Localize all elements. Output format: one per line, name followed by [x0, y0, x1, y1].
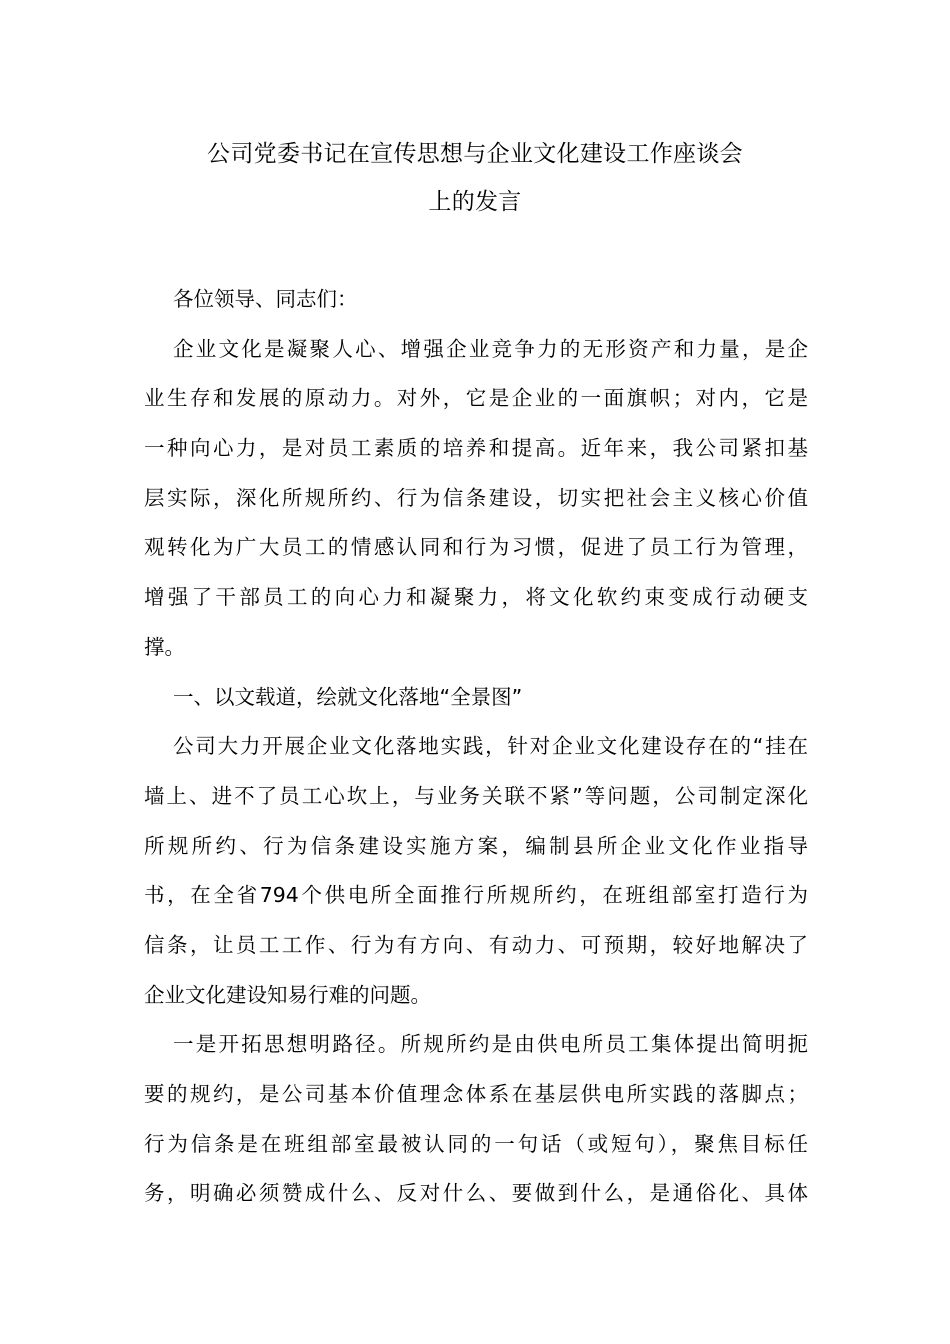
document-body [144, 275, 808, 1219]
text-line: 务，明确必须赞成什么、反对什么、要做到什么，是通俗化、具体 [144, 1181, 808, 1206]
text-line: 一是开拓思想明路径。所规所约是由供电所员工集体提出简明扼 [173, 1032, 808, 1057]
section-heading: 一、以文载道，绘就文化落地“全景图” [173, 684, 523, 709]
title-line-2: 上的发言 [428, 189, 522, 215]
text-line: 所规所约、行为信条建设实施方案，编制县所企业文化作业指导 [144, 833, 808, 858]
text-line: 公司大力开展企业文化落地实践，针对企业文化建设存在的“挂在 [173, 734, 808, 759]
salutation: 各位领导、同志们： [173, 287, 358, 311]
text-line: 要的规约，是公司基本价值理念体系在基层供电所实践的落脚点； [144, 1082, 808, 1106]
text-line: 业生存和发展的原动力。对外，它是企业的一面旗帜；对内，它是 [144, 386, 808, 411]
text-line: 增强了干部员工的向心力和凝聚力，将文化软约束变成行动硬支 [144, 585, 808, 610]
text-line: 一种向心力，是对员工素质的培养和提高。近年来，我公司紧扣基 [144, 436, 808, 461]
document-title [140, 130, 810, 226]
text-line: 层实际，深化所规所约、行为信条建设，切实把社会主义核心价值 [144, 485, 808, 510]
title-line-1: 公司党委书记在宣传思想与企业文化建设工作座谈会 [207, 141, 743, 167]
text-line: 企业文化是凝聚人心、增强企业竞争力的无形资产和力量，是企 [173, 336, 808, 361]
text-line: 撑。 [144, 634, 185, 659]
text-line: 墙上、进不了员工心坎上，与业务关联不紧”等问题，公司制定深化 [144, 783, 808, 808]
text-line: 观转化为广大员工的情感认同和行为习惯，促进了员工行为管理， [144, 535, 808, 560]
text-line: 信条，让员工工作、行为有方向、有动力、可预期，较好地解决了 [144, 932, 808, 957]
text-line: 书，在全省794个供电所全面推行所规所约，在班组部室打造行为 [144, 883, 808, 908]
text-line: 行为信条是在班组部室最被认同的一句话（或短句），聚焦目标任 [144, 1131, 808, 1156]
text-line: 企业文化建设知易行难的问题。 [144, 982, 431, 1007]
